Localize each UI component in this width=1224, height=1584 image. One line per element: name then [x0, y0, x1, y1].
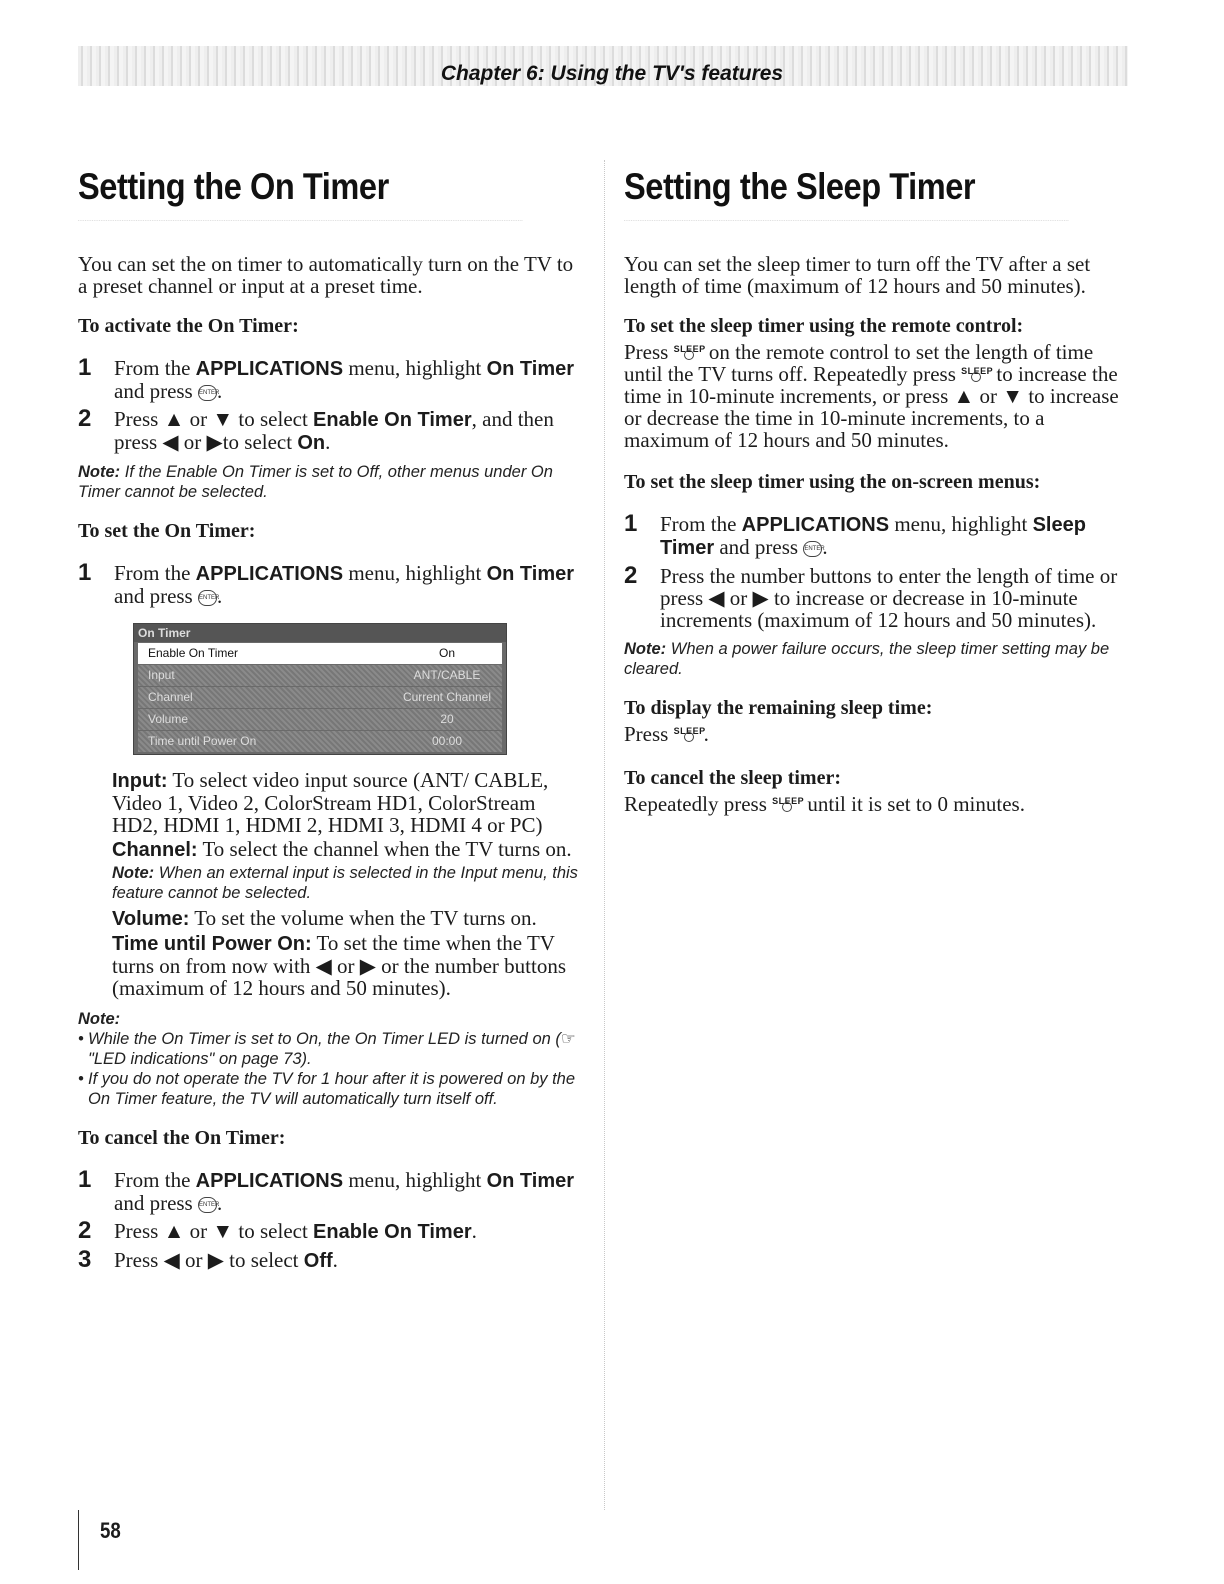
channel-desc: Channel: To select the channel when the TV turns on. — [112, 837, 572, 861]
activate-heading: To activate the On Timer: — [78, 315, 299, 337]
cancel-step-1: 1 From the APPLICATIONS menu, highlight On Timer and press ENTER. — [78, 1166, 575, 1215]
page-number-bar — [78, 1510, 79, 1570]
enter-icon: ENTER — [198, 590, 217, 606]
display-heading: To display the remaining sleep time: — [624, 697, 933, 719]
sleep-icon: SLEEP — [961, 363, 991, 381]
input-desc: Input: To select video input source (ANT/ CABLE, Video 1, Video 2, ColorStream HD1, ColorStream HD2, HDMI 1, HDMI 2, HDMI 3, HDMI 4 or PC) — [112, 768, 549, 837]
note-bullet: • While the On Timer is set to On, the On Timer LED is turned on (☞ "LED indications" on page 73). — [78, 1030, 576, 1068]
sleep-step-1: 1 From the APPLICATIONS menu, highlight Sleep Timer and press ENTER. — [624, 510, 1086, 559]
enter-icon: ENTER — [198, 1197, 217, 1213]
set-heading: To set the On Timer: — [78, 520, 256, 542]
menu-row: Volume 20 — [138, 709, 502, 730]
note-channel: Note: When an external input is selected in the Input menu, this feature cannot be selected. — [112, 864, 578, 902]
volume-desc: Volume: To set the volume when the TV turns on. — [112, 906, 537, 930]
on-timer-menu-screenshot — [133, 623, 507, 755]
menu-row: Time until Power On 00:00 — [138, 731, 502, 752]
cancel-sleep-heading: To cancel the sleep timer: — [624, 767, 841, 789]
onscreen-heading: To set the sleep timer using the on-screen menus: — [624, 471, 1041, 493]
on-timer-intro: You can set the on timer to automatically turn on the TV to a preset channel or input at a preset time. — [78, 252, 574, 298]
left-column — [78, 160, 583, 1278]
on-timer-title: Setting the On Timer — [78, 166, 522, 221]
menu-row: Channel Current Channel — [138, 687, 502, 708]
cancel-step-2: 2 Press ▲ or ▼ to select Enable On Timer. — [78, 1217, 477, 1244]
sleep-timer-intro: You can set the sleep timer to turn off the TV after a set length of time (maximum of 12 hours and 50 minutes). — [624, 252, 1091, 298]
column-divider — [604, 160, 605, 1510]
page-number: 58 — [100, 1518, 121, 1543]
activate-step-1: 1 From the APPLICATIONS menu, highlight On Timer and press ENTER. — [78, 354, 575, 403]
menu-title: On Timer — [134, 624, 506, 642]
sleep-icon: SLEEP — [674, 341, 704, 359]
note-enable: Note: If the Enable On Timer is set to Off, other menus under On Timer cannot be selected. — [78, 463, 553, 501]
note-bullet: • If you do not operate the TV for 1 hour after it is powered on by the On Timer feature, the TV will automatically turn itself off. — [78, 1070, 576, 1108]
sleep-icon: SLEEP — [772, 793, 802, 811]
menu-descriptions — [112, 769, 583, 999]
cancel-heading: To cancel the On Timer: — [78, 1127, 286, 1149]
right-column — [624, 160, 1129, 815]
time-desc: Time until Power On: To set the time when the TV turns on from now with ◀ or ▶ or the number buttons (maximum of 12 hours and 50 minutes). — [112, 931, 567, 1000]
menu-row: Input ANT/CABLE — [138, 665, 502, 686]
set-step-1: 1 From the APPLICATIONS menu, highlight On Timer and press ENTER. — [78, 559, 575, 608]
display-text: Press SLEEP . — [624, 722, 709, 746]
note-on-timer: Note: • While the On Timer is set to On, the On Timer LED is turned on (☞ "LED indications" on page 73). • If you do not operate the TV for 1 hour after it is powered on by the On Timer feature, the TV will automatically turn itself off. — [78, 1009, 583, 1109]
chapter-header: Chapter 6: Using the TV's features — [440, 62, 784, 85]
enter-icon: ENTER — [198, 385, 217, 401]
menu-row: Enable On Timer On — [138, 643, 502, 664]
sleep-timer-title: Setting the Sleep Timer — [624, 166, 1068, 221]
remote-text: Press SLEEP on the remote control to set the length of time until the TV turns off. Repeatedly press SLEEP to increase the time in 10-minute increments, or press ▲ or ▼ to increase or decrease the time in 10-minute increments, to a maximum of 12 hours and 50 minutes. — [624, 340, 1119, 452]
cancel-sleep-text: Repeatedly press SLEEP until it is set to 0 minutes. — [624, 792, 1025, 816]
enter-icon: ENTER — [803, 541, 822, 557]
remote-heading: To set the sleep timer using the remote control: — [624, 315, 1024, 337]
cancel-step-3: 3 Press ◀ or ▶ to select Off. — [78, 1246, 338, 1273]
sleep-step-2: 2 Press the number buttons to enter the length of time or press ◀ or ▶ to increase or decrease in 10-minute increments (maximum of 12 hours and 50 minutes). — [624, 562, 1118, 632]
note-power-failure: Note: When a power failure occurs, the sleep timer setting may be cleared. — [624, 640, 1110, 678]
activate-step-2: 2 Press ▲ or ▼ to select Enable On Timer, and then press ◀ or ▶to select On. — [78, 405, 554, 454]
sleep-icon: SLEEP — [674, 723, 704, 741]
